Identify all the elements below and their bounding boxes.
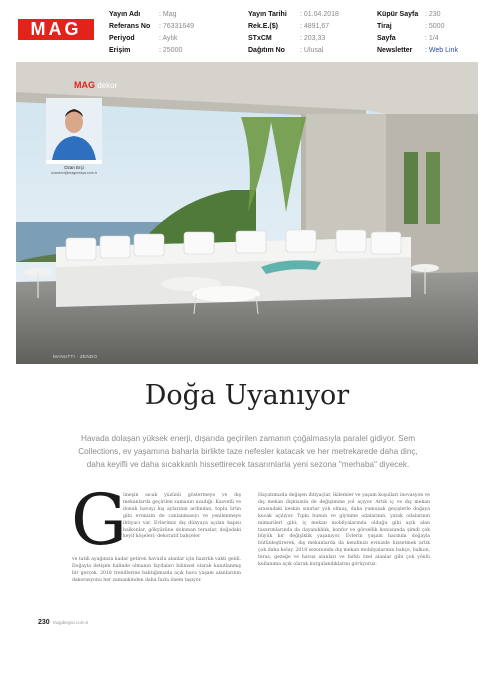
meta-row (109, 9, 194, 21)
meta-value: : 203,33 (300, 35, 326, 42)
article-lead: Havada dolaşan yüksek enerji, dışarıda geçirilen zamanın çoğalmasıyla paralel gidiyor. Sem Collections, ev yaşamına baharla birlikte taze nefesler katacak ve her metrekarede daha dinç, daha keyifli ve daha sıcakkanlı hissettirecek tasarımlarla yeni sezona "merhaba" diyecek. (78, 434, 418, 469)
author-box (46, 98, 102, 175)
meta-key: Periyod (109, 35, 135, 42)
web-link[interactable]: : Web Link (425, 47, 458, 54)
page-folio (38, 619, 88, 626)
section-brand: MAG (74, 80, 95, 90)
mag-logo: MAG (18, 19, 94, 40)
meta-key: Yayın Tarihi (248, 11, 287, 18)
meta-row (248, 21, 339, 33)
meta-key: Sayfa (377, 35, 396, 42)
meta-key: Newsletter (377, 47, 413, 54)
meta-key: Tiraj (377, 23, 392, 30)
magazine-site: magdergisi.com.tr (52, 620, 89, 625)
meta-value: : 25000 (159, 47, 183, 54)
body-column-2: Hayatımızda değişen ihtiyaçlar, ikilemler ve yaşam koşulları inovasyon ve dış mekan ilişkisinin de değişimine yol açıyor. Artık iç ve dış mekan arasındaki keskin sınırlar yok olmuş, daha yumuşak geçişlerle doğaya kucak açılıyor. Tıpkı bunun ve giyinme odalarının, yatak odalarının mimarileri gibi; iç mekan mobilyalarında olduğu gibi açık alan tasarımlarında da dayanıklılık, konfor ve görsellik konusunda şimdi çok büyük bir değişiklik yaşanıyor. Evlerin yaşam hacmini doğayla bütünleştirerek, dış mekanlarda da kendinizi evinizde hissetmek artık çok daha kolay. 2018 sezonunda dış mekan mobilyalarının bahçe, balkon, teras, gezeğe ve havuz alanları ve farklı özel alanlar gibi çok yönlü kullanıma açık olarak kurgulandıklarını görüyoruz. (258, 493, 430, 568)
meta-value: : 76331649 (159, 23, 195, 30)
hero-photo (16, 62, 478, 364)
meta-key: Referans No (109, 23, 151, 30)
meta-key: Yayın Adı (109, 11, 141, 18)
meta-row (248, 33, 339, 45)
meta-row (377, 45, 458, 57)
author-name: Ozan Erçi (64, 165, 84, 170)
page-number: 230 (38, 619, 50, 626)
meta-value: : 230 (425, 11, 441, 18)
meta-row (377, 9, 458, 21)
meta-key: Erişim (109, 47, 131, 54)
body-column-1-bottom: ve tatili ayağınıza kadar getiren havuzlu alanlar için hazırlık vakti geldi. Doğayla iletişim halinde olmanın faydaları bilimsel olarak kanıtlanmış bir gerçek. 2018 trendlerine baktığımızda açık hava yaşam alanlarının dekorasyonu her zamankinden daha fazla önem taşıyor. (72, 557, 241, 583)
drop-cap: G (71, 479, 127, 561)
meta-key: Dağıtım No (248, 47, 285, 54)
meta-key: STxCM (248, 35, 272, 42)
meta-row (109, 33, 194, 45)
author-email: ozanerci@magmedya.com.tr (51, 171, 97, 175)
meta-column-2 (248, 9, 339, 57)
meta-key: Rek.E.($) (248, 23, 278, 30)
meta-row (248, 9, 339, 21)
article-title: Doğa Uyanıyor (144, 380, 350, 411)
meta-column-3 (377, 9, 458, 57)
meta-row (109, 21, 194, 33)
meta-value: : Aylık (159, 35, 178, 42)
meta-value: : Mag (159, 11, 177, 18)
meta-key: Küpür Sayfa (377, 11, 419, 18)
meta-column-1 (109, 9, 194, 57)
body-column-1-top: üneşin sıcak yüzünü göstermeye ve dış mekanlarda geçirilen zamanın uzadığı. Kasvetli ve donuk havayı kış aylarının ardından, toplu ürün gibi evimizin de canlanmasıyı ve yenilenmeye ihtiyacı var. Evlerimiz dış dünyaya açılan kapısı balkonlar, gökyüzüne dokunan teraslar, doğadaki keyif köşeleri; dekoratif bahçeler (123, 493, 241, 540)
section-tag (74, 80, 117, 90)
meta-row (109, 45, 194, 57)
meta-value: : 01.04.2018 (300, 11, 339, 18)
meta-value: : 4891,67 (300, 23, 330, 30)
meta-row (377, 21, 458, 33)
section-name: dekor (97, 81, 118, 90)
meta-value: : Ulusal (300, 47, 324, 54)
meta-value: : 5000 (425, 23, 445, 30)
meta-row (377, 33, 458, 45)
meta-value: : 1/4 (425, 35, 439, 42)
meta-row (248, 45, 339, 57)
photo-credit: MANUTTI · ZENDO (53, 354, 98, 359)
